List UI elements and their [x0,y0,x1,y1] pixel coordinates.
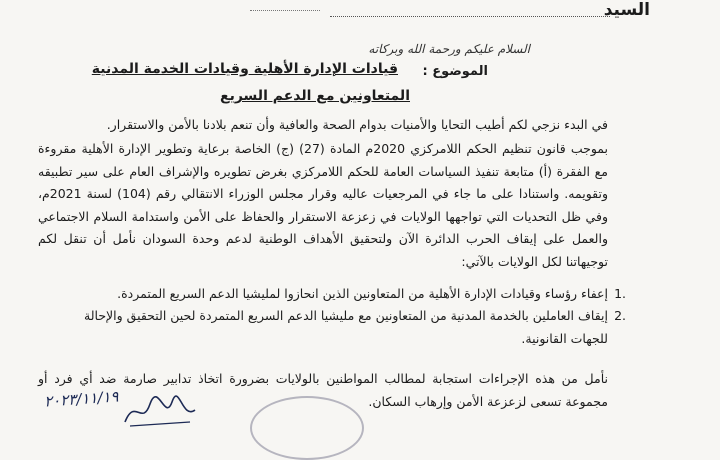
closing-paragraph: نأمل من هذه الإجراءات استجابة لمطالب المواطنين بالولايات بضرورة اتخاذ تدابير صارمة ضد أي فرد أو مجموعة تسعى لزعزعة الأمن وإرهاب السكان. [38,371,608,409]
subject-label: الموضوع : [422,64,488,79]
subject-title-line2: المتعاونين مع الدعم السريع [220,88,410,104]
item-number: .2 [614,308,626,323]
official-seal [250,396,364,460]
dotted-line [250,10,320,11]
greeting-line: السلام عليكم ورحمة الله وبركاته [368,42,530,56]
subject-title-line1: قيادات الإدارة الأهلية وقيادات الخدمة المدنية [91,61,398,77]
salutation: السيد [603,0,650,20]
item-number: .1 [614,286,626,301]
addressee-dotted-line [330,16,610,17]
directive-item-2 [53,305,626,350]
main-paragraph: بموجب قانون تنظيم الحكم اللامركزي 2020م المادة (27) (ج) الخاصة برعاية وتطوير الإدارة الأهلية مقروءة مع الفقرة (أ) متابعة تنفيذ السياسات العامة للحكم اللامركزي بغرض تطويره والإشراف العام على سير تطبيقه وتقويمه. واستنادا على ما جاء في المرجعيات عاليه وقرار مجلس الوزراء الانتقالي رقم (104) لسنة 2021م، وفي ظل التحديات التي تواجهها الولايات في زعزعة الاستقرار والحفاظ على الأمن واستدامة السلام الاجتماعي والعمل على إيقاف الحرب الدائرة الآن ولتحقيق الأهداف الوطنية لدعم وحدة السودان نأمل أن تنقل لكم توجيهاتنا لكل الولايات بالآتي: [38,141,608,269]
item-text: إعفاء رؤساء وقيادات الإدارة الأهلية من المتعاونين الذين انحازوا لمليشيا الدعم السريع المتمردة. [117,286,608,301]
signature [120,392,200,430]
item-text: إيقاف العاملين بالخدمة المدنية من المتعاونين مع مليشيا الدعم السريع المتمردة لحين التحقيق والإحالة للجهات القانونية. [84,308,608,346]
opening-paragraph: في البدء نزجي لكم أطيب التحايا والأمنيات بدوام الصحة والعافية وأن تنعم بلادنا بالأمن والاستقرار. [106,117,608,132]
directive-item-1 [18,283,626,306]
handwritten-date: ٢٠٢٣/١١/١٩ [43,387,120,411]
